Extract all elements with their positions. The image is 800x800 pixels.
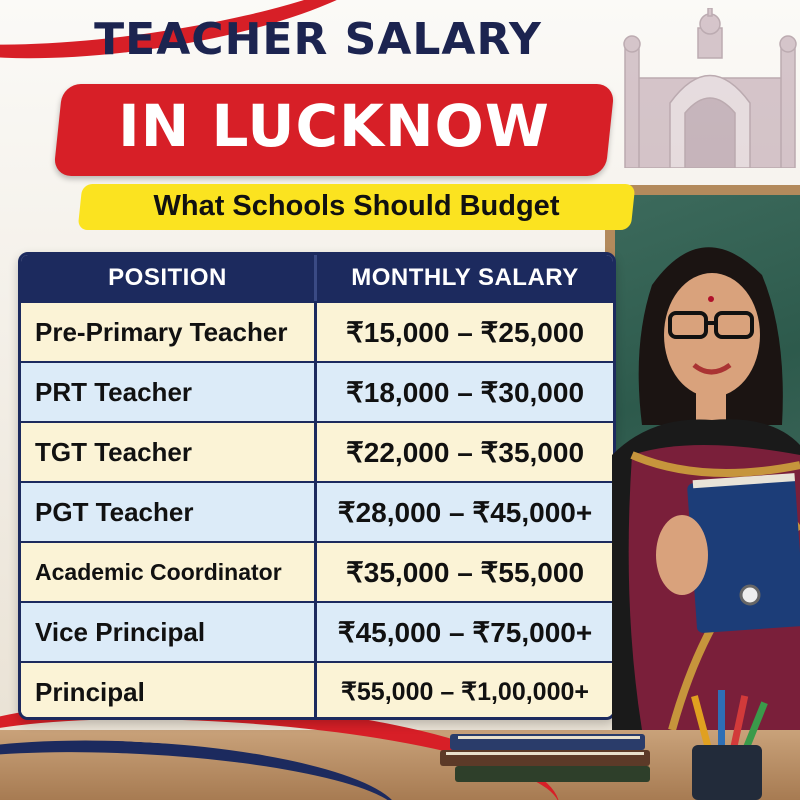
salary-cell: ₹45,000 – ₹75,000+: [337, 616, 593, 648]
table-row: [21, 301, 613, 361]
salary-cell: ₹28,000 – ₹45,000+: [337, 496, 593, 528]
salary-cell: ₹35,000 – ₹55,000: [345, 556, 585, 588]
position-cell: PGT Teacher: [21, 483, 317, 541]
position-cell: PRT Teacher: [21, 363, 317, 421]
salary-cell: ₹55,000 – ₹1,00,000+: [341, 678, 589, 706]
table-row: [21, 421, 613, 481]
subtitle: What Schools Should Budget: [153, 190, 560, 222]
teacher-photo: [612, 225, 800, 730]
salary-cell: ₹15,000 – ₹25,000: [345, 316, 585, 348]
table-header: [21, 255, 613, 301]
position-cell: Principal: [21, 663, 317, 720]
pencil-cup-icon: [670, 690, 780, 800]
table-row: [21, 601, 613, 661]
column-header-position: POSITION: [21, 255, 317, 301]
salary-table: [18, 252, 616, 720]
position-cell: TGT Teacher: [21, 423, 317, 481]
title-line-1: TEACHER SALARY: [94, 14, 542, 65]
title-line-2: IN LUCKNOW: [118, 92, 550, 160]
table-row: [21, 361, 613, 421]
book-stack-icon: [440, 726, 660, 786]
table-row: [21, 481, 613, 541]
position-cell: Pre-Primary Teacher: [21, 303, 317, 361]
table-row: [21, 541, 613, 601]
position-cell: Vice Principal: [21, 603, 317, 661]
salary-cell: ₹18,000 – ₹30,000: [345, 376, 585, 408]
lucknow-monument-icon: [620, 8, 800, 168]
position-cell: Academic Coordinator: [21, 543, 317, 601]
column-header-salary: MONTHLY SALARY: [351, 264, 579, 291]
salary-cell: ₹22,000 – ₹35,000: [345, 436, 585, 468]
table-row: [21, 661, 613, 720]
